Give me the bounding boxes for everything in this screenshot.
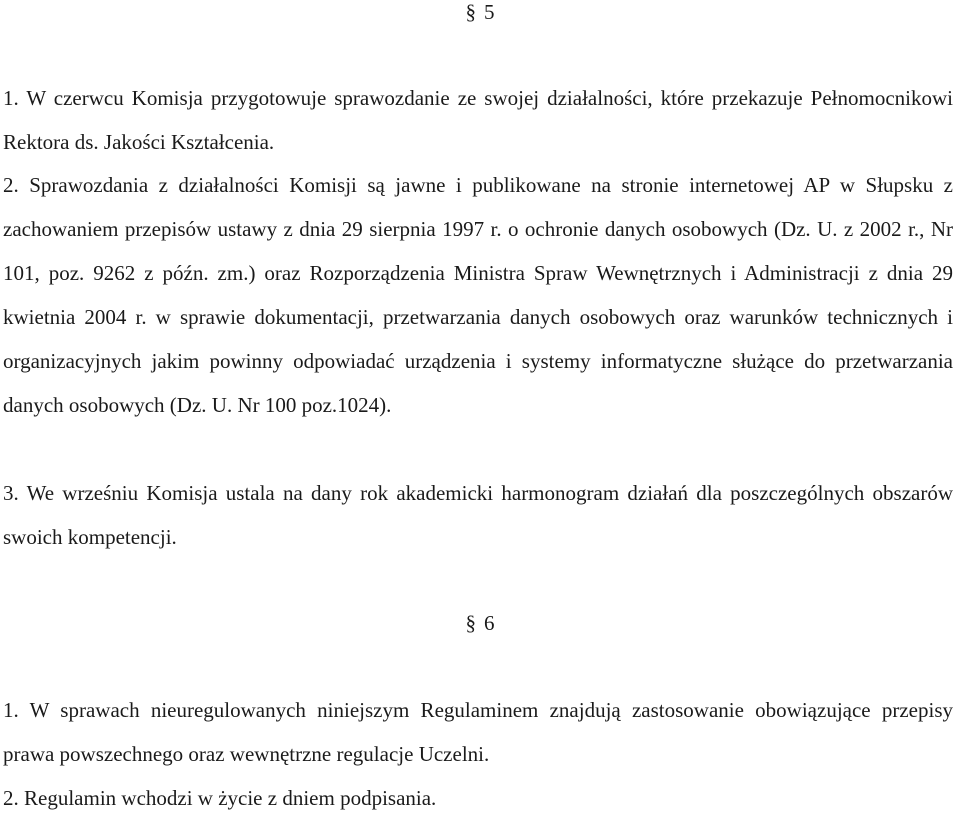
section-6-paragraph-2: 2. Regulamin wchodzi w życie z dniem podpisania. [3, 786, 437, 810]
section-number: 6 [484, 611, 495, 635]
section-5-paragraph-1: 1. W czerwcu Komisja przygotowuje sprawozdanie ze swojej działalności, które przekazuje Pełnomocnikowi Rektora ds. Jakości Kształcenia. [3, 86, 953, 154]
section-sign: § [465, 0, 476, 24]
section-number: 5 [484, 0, 495, 24]
section-6-heading [0, 611, 960, 635]
section-5-paragraph-2: 2. Sprawozdania z działalności Komisji są jawne i publikowane na stronie internetowej AP w Słupsku z zachowaniem przepisów ustawy z dnia 29 sierpnia 1997 r. o ochronie danych osobowych (Dz. U. z 2002 r., Nr 101, poz. 9262 z późn. zm.) oraz Rozporządzenia Ministra Spraw Wewnętrznych i Administracji z dnia 29 kwietnia 2004 r. w sprawie dokumentacji, przetwarzania danych osobowych oraz warunków technicznych i organizacyjnych jakim powinny odpowiadać urządzenia i systemy informatyczne służące do przetwarzania danych osobowych (Dz. U. Nr 100 poz.1024). [3, 173, 953, 417]
section-5-heading [0, 0, 960, 24]
section-6-paragraph-1: 1. W sprawach nieuregulowanych niniejszym Regulaminem znajdują zastosowanie obowiązujące przepisy prawa powszechnego oraz wewnętrzne regulacje Uczelni. [3, 698, 953, 766]
section-5-paragraph-3: 3. We wrześniu Komisja ustala na dany rok akademicki harmonogram działań dla poszczególnych obszarów swoich kompetencji. [3, 481, 953, 549]
section-sign: § [465, 611, 476, 635]
